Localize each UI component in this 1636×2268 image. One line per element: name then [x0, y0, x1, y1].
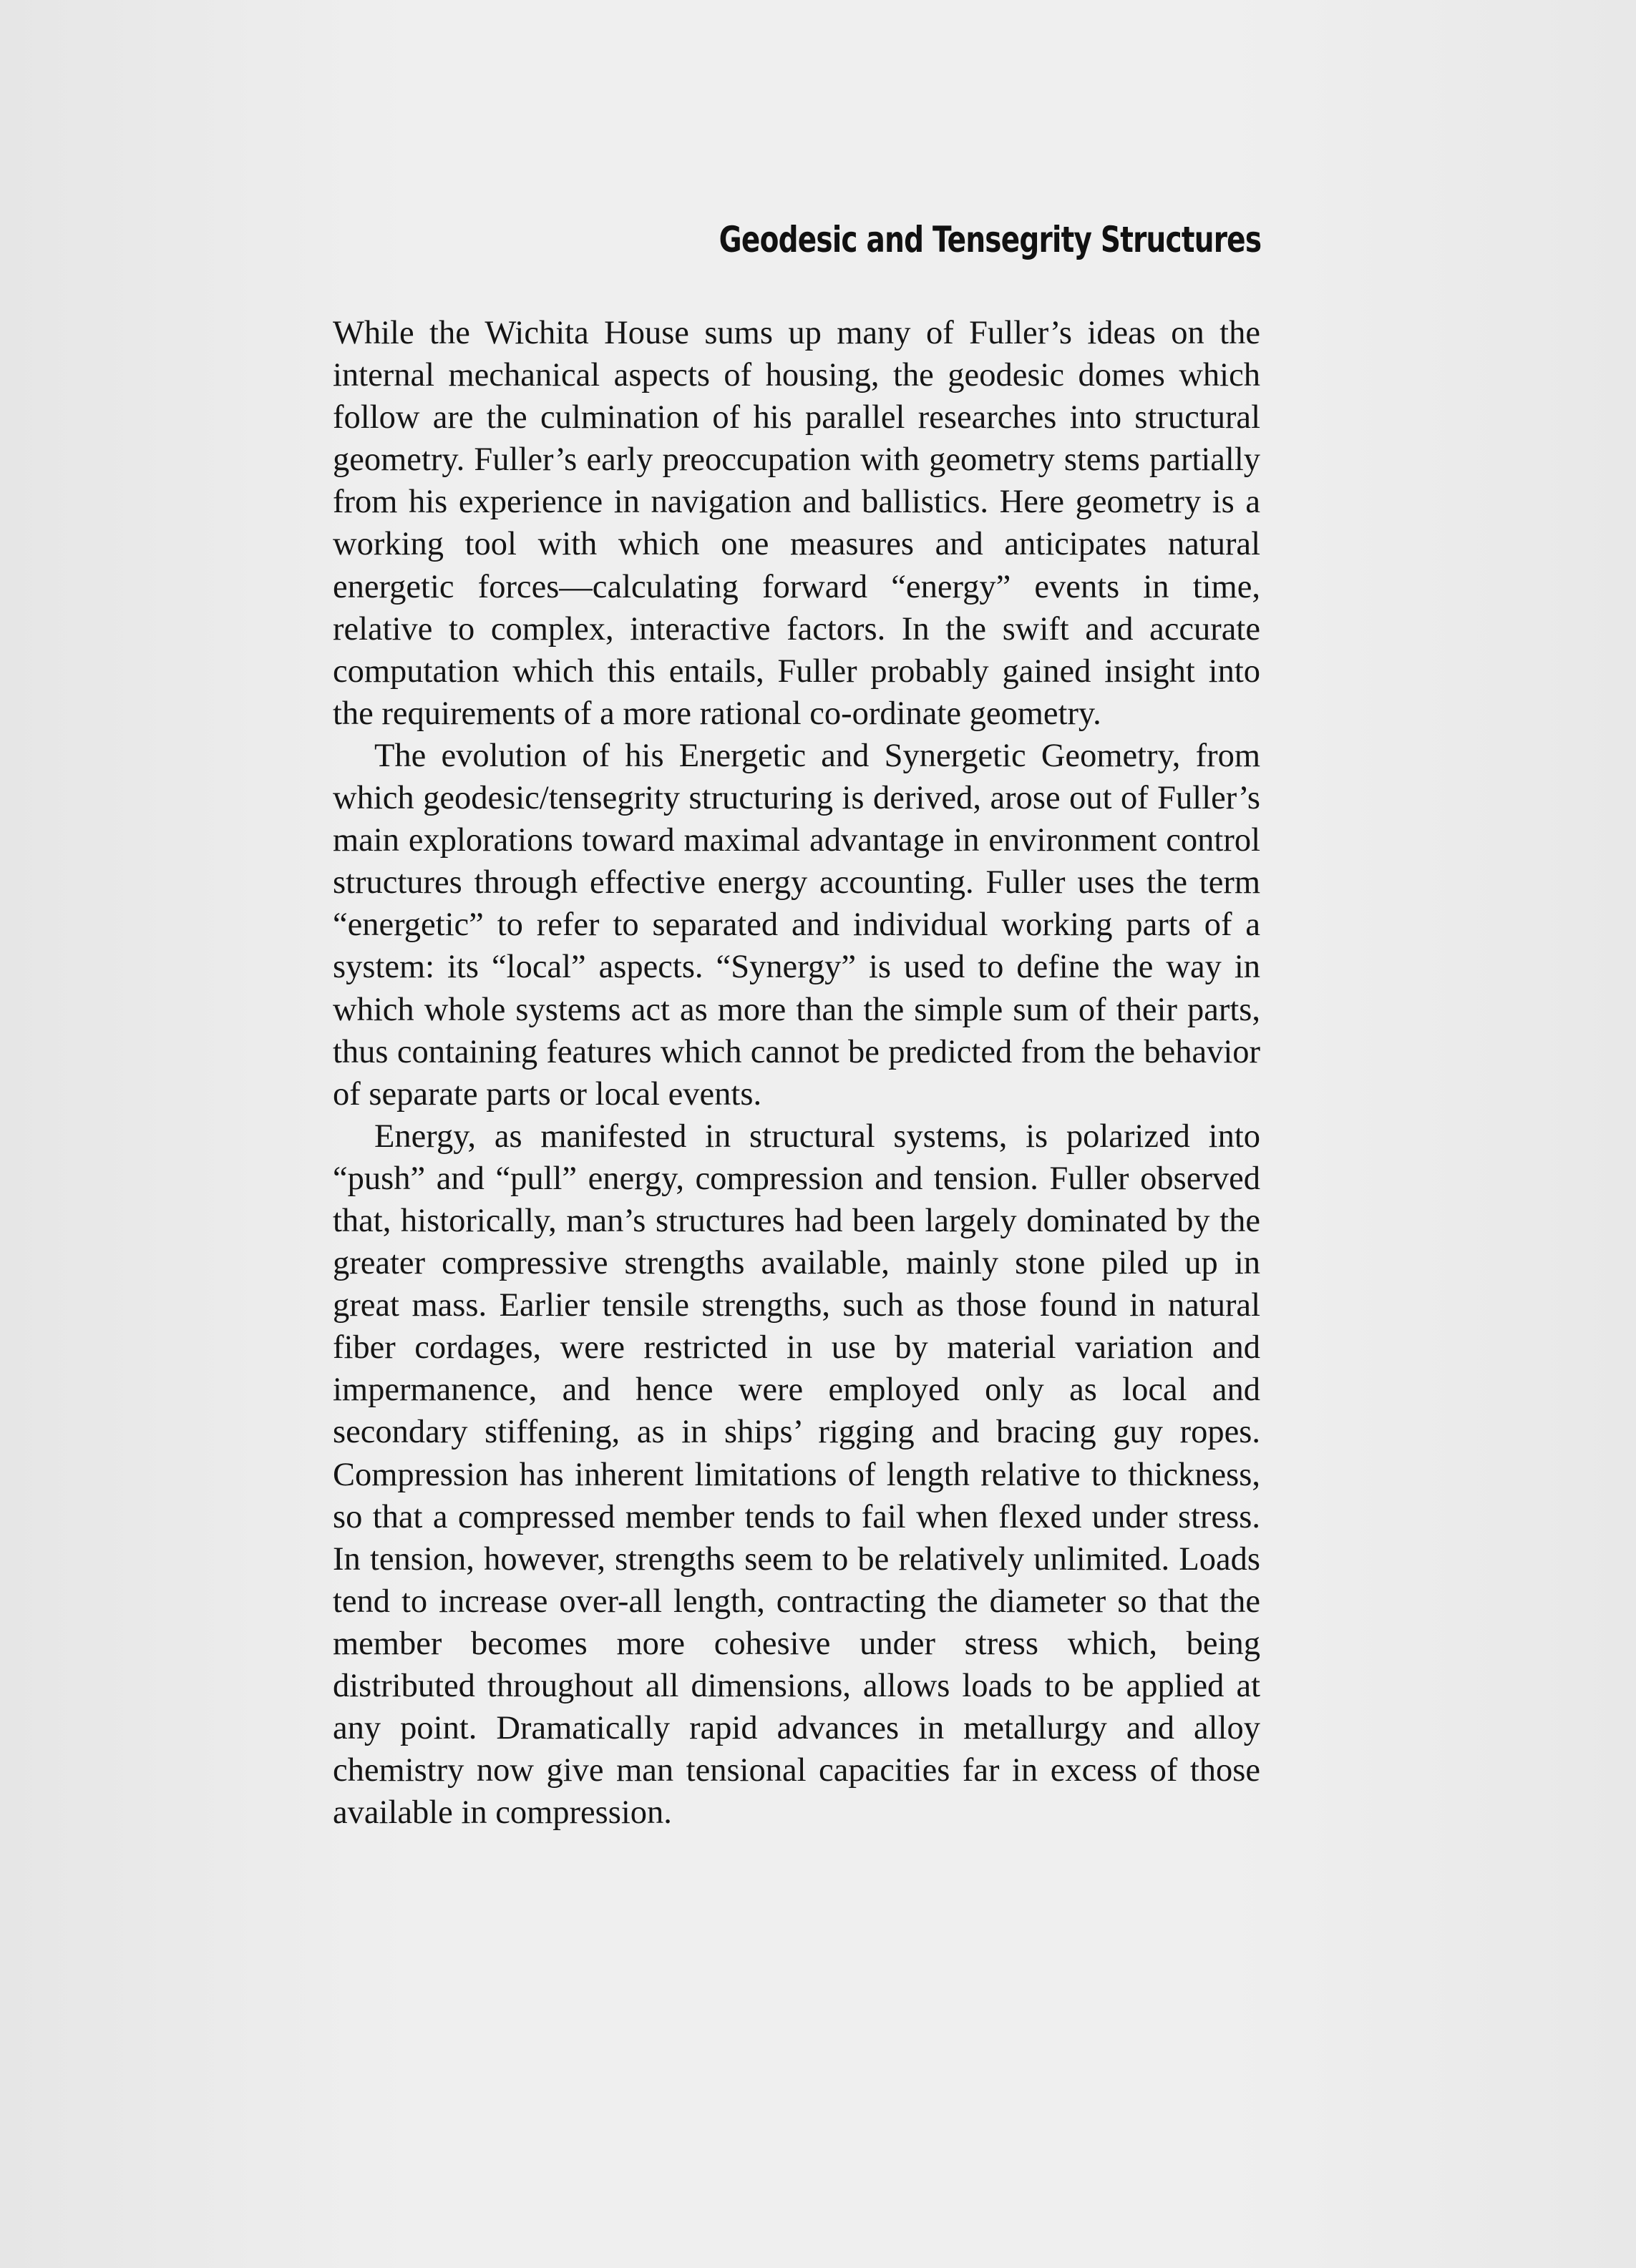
body-text	[333, 312, 1260, 1834]
paragraph-3: Energy, as manifested in structural systems, is polarized into “push” and “pull” energy, compression and tension. Fuller observed that, historically, man’s structures had been largely dominated by the greater compressive strengths available, mainly stone piled up in great mass. Earlier tensile strengths, such as those found in natural fiber cordages, were restricted in use by material variation and impermanence, and hence were employed only as local and secondary stiffening, as in ships’ rigging and bracing guy ropes. Compression has inherent limitations of length relative to thickness, so that a compressed member tends to fail when flexed under stress. In tension, however, strengths seem to be relatively unlimited. Loads tend to increase over-all length, contracting the diameter so that the member becomes more cohesive under stress which, being distributed throughout all dimensions, allows loads to be applied at any point. Dramatically rapid advances in metallurgy and alloy chemistry now give man tensional capacities far in excess of those available in compression.	[333, 1118, 1260, 1832]
paragraph-1: While the Wichita House sums up many of Fuller’s ideas on the internal mechanical aspects of housing, the geodesic domes which follow are the culmination of his parallel researches into structural geometry. Fuller’s early preoccupation with geometry stems partially from his experience in navigation and ballistics. Here geometry is a working tool with which one measures and anticipates natural energetic forces—calculating forward “energy” events in time, relative to complex, interactive factors. In the swift and accurate computation which this entails, Fuller probably gained insight into the requirements of a more rational co-ordinate geometry.	[333, 315, 1260, 732]
paragraph-2: The evolution of his Energetic and Synergetic Geometry, from which geodesic/tensegrity structuring is derived, arose out of Fuller’s main explorations toward maximal advantage in environment control structures through effective energy accounting. Fuller uses the term “energetic” to refer to separated and individual working parts of a system: its “local” aspects. “Synergy” is used to define the way in which whole systems act as more than the simple sum of their parts, thus containing features which cannot be predicted from the behavior of separate parts or local events.	[333, 737, 1260, 1113]
section-heading: Geodesic and Tensegrity Structures	[719, 219, 1261, 260]
